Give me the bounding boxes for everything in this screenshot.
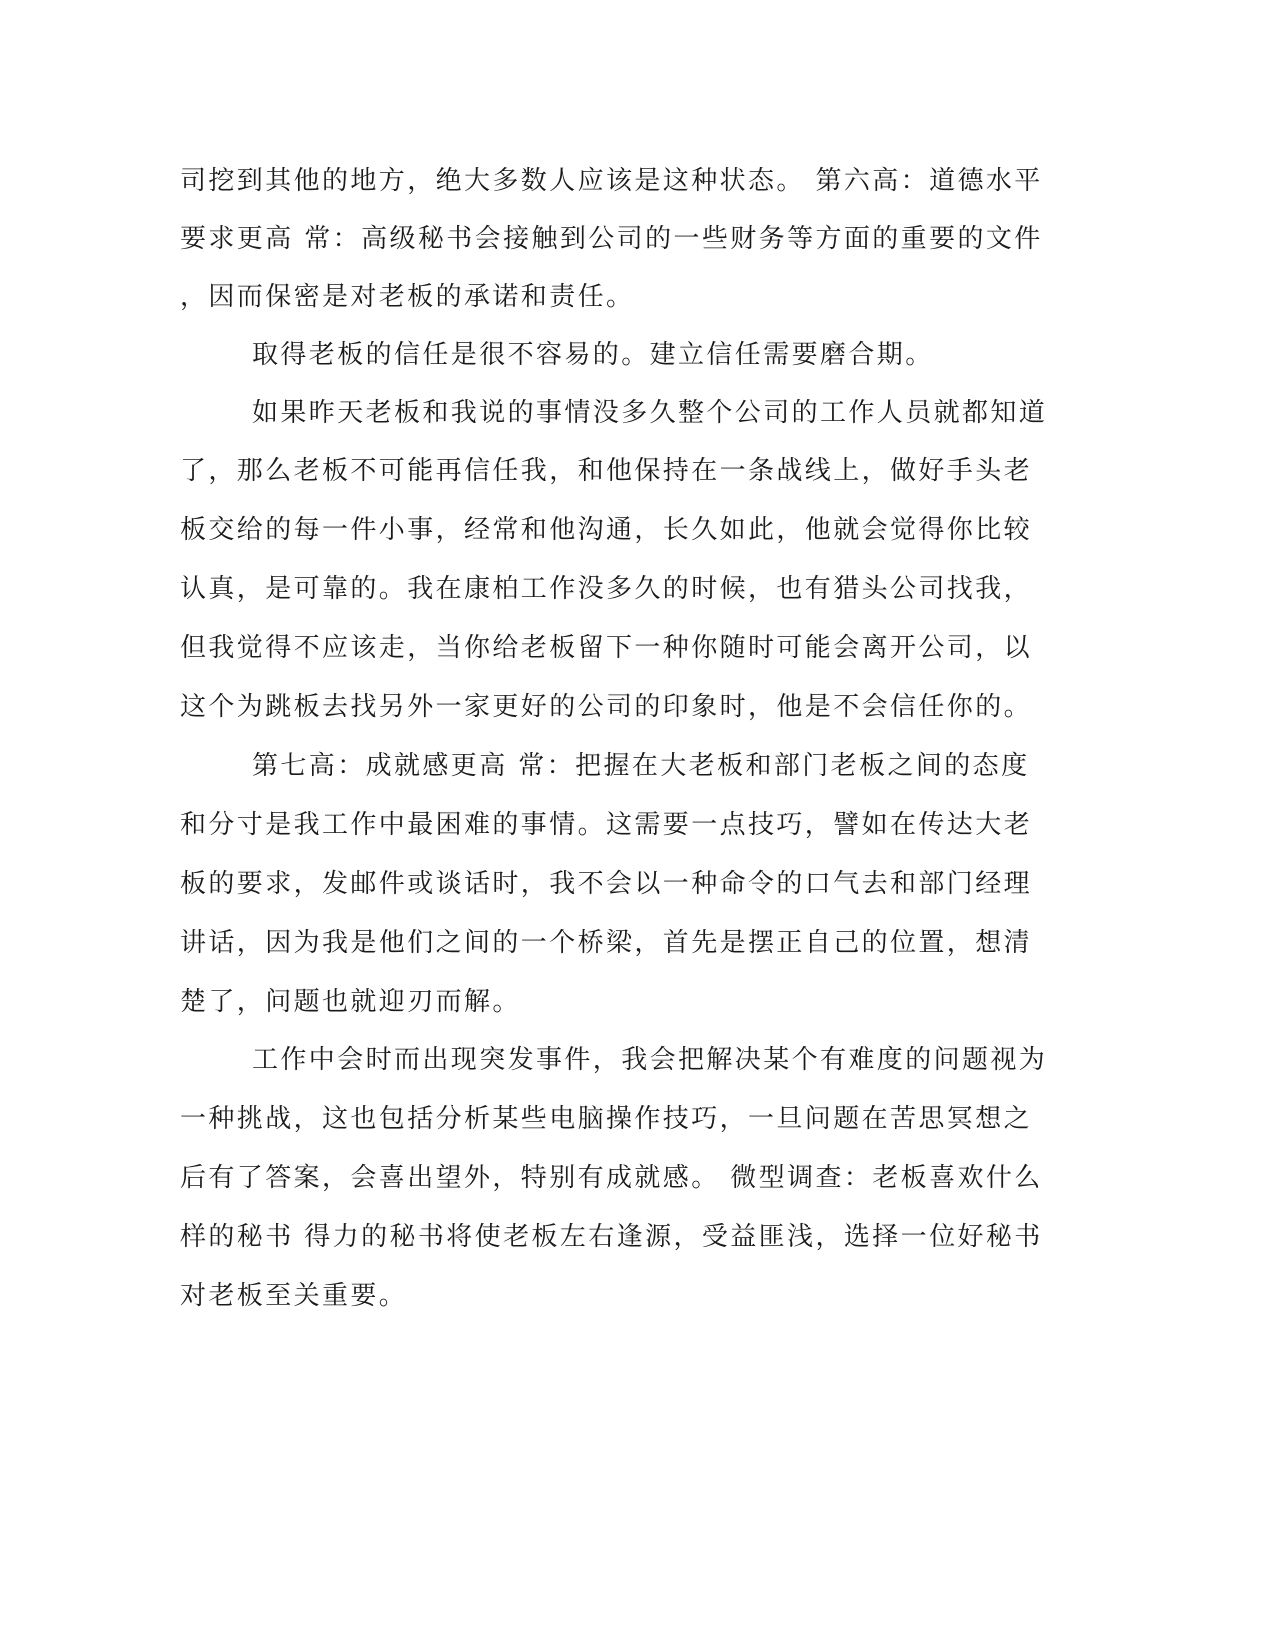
paragraph-start-line: 第七高：成就感更高 常：把握在大老板和部门老板之间的态度 [252, 751, 1030, 781]
text-line: 和分寸是我工作中最困难的事情。这需要一点技巧，譬如在传达大老 [180, 810, 1033, 840]
text-line: 一种挑战，这也包括分析某些电脑操作技巧，一旦问题在苦思冥想之 [180, 1104, 1033, 1134]
text-line: 司挖到其他的地方，绝大多数人应该是这种状态。 第六高：道德水平 [180, 166, 1043, 196]
text-line: 讲话，因为我是他们之间的一个桥梁，首先是摆正自己的位置，想清 [180, 928, 1033, 958]
text-line: 对老板至关重要。 [180, 1281, 408, 1311]
paragraph-start-line: 如果昨天老板和我说的事情没多久整个公司的工作人员就都知道 [252, 398, 1048, 428]
text-line: 板交给的每一件小事，经常和他沟通，长久如此，他就会觉得你比较 [180, 515, 1033, 545]
text-line: 板的要求，发邮件或谈话时，我不会以一种命令的口气去和部门经理 [180, 869, 1033, 899]
text-line: 这个为跳板去找另外一家更好的公司的印象时，他是不会信任你的。 [180, 692, 1033, 722]
text-line: 样的秘书 得力的秘书将使老板左右逢源，受益匪浅，选择一位好秘书 [180, 1222, 1043, 1252]
text-line: 楚了，问题也就迎刃而解。 [180, 987, 521, 1017]
text-line: ，因而保密是对老板的承诺和责任。 [180, 282, 635, 312]
paragraph-start-line: 取得老板的信任是很不容易的。建立信任需要磨合期。 [252, 340, 934, 370]
text-line: 但我觉得不应该走，当你给老板留下一种你随时可能会离开公司，以 [180, 633, 1033, 663]
text-line: 要求更高 常：高级秘书会接触到公司的一些财务等方面的重要的文件 [180, 224, 1043, 254]
text-line: 了，那么老板不可能再信任我，和他保持在一条战线上，做好手头老 [180, 456, 1033, 486]
paragraph-start-line: 工作中会时而出现突发事件，我会把解决某个有难度的问题视为 [252, 1045, 1048, 1075]
text-line: 认真，是可靠的。我在康柏工作没多久的时候，也有猎头公司找我， [180, 574, 1033, 604]
text-line: 后有了答案，会喜出望外，特别有成就感。 微型调查：老板喜欢什么 [180, 1163, 1043, 1193]
